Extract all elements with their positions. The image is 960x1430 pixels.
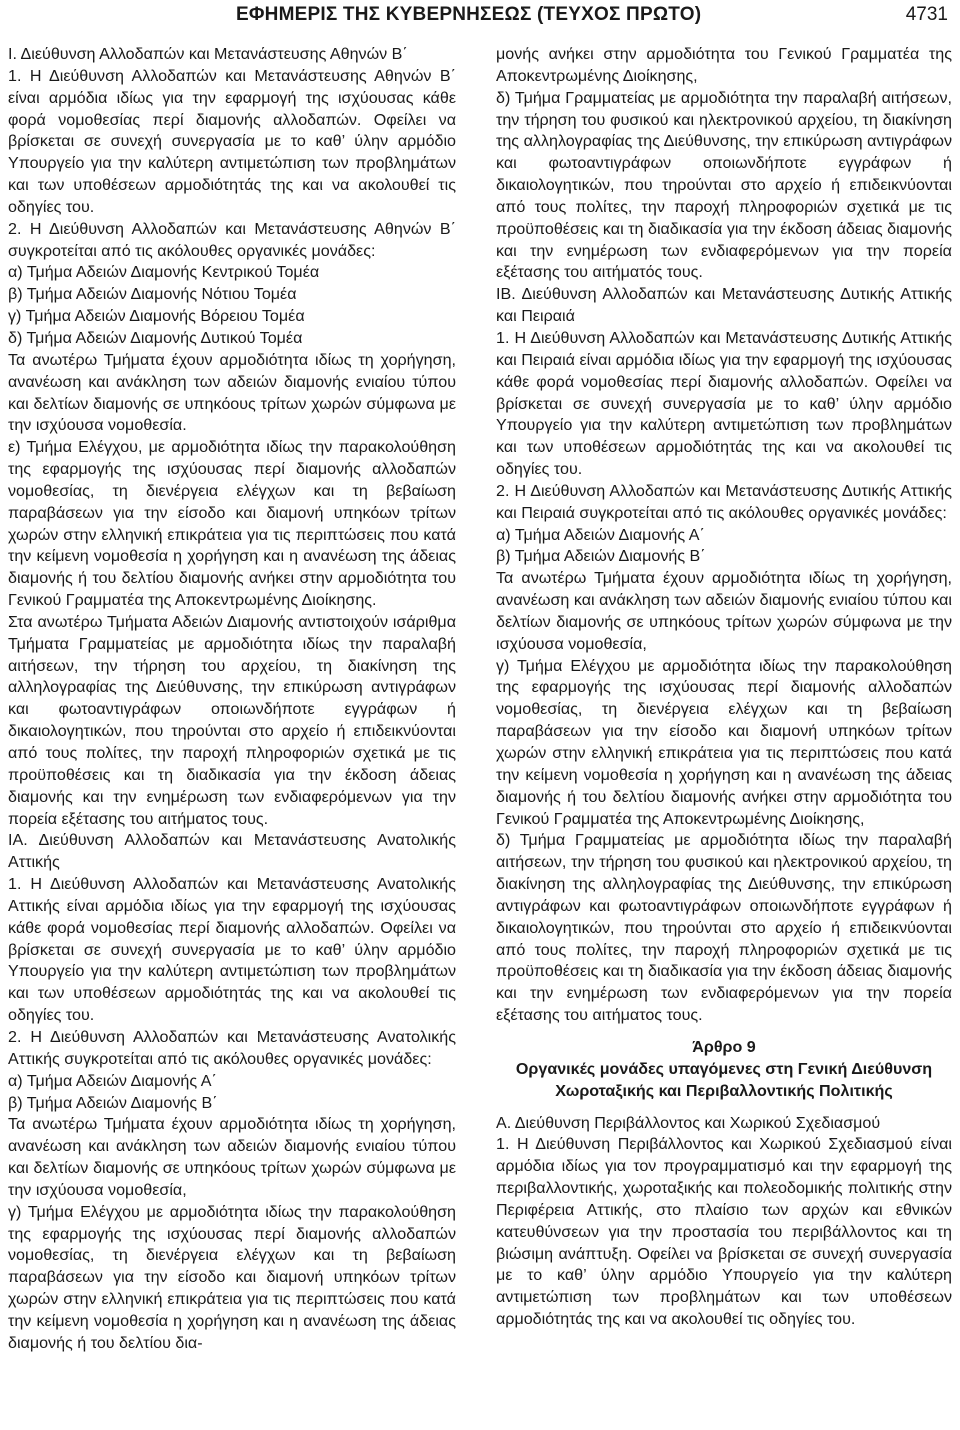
paragraph: 1. Η Διεύθυνση Αλλοδαπών και Μετανάστευσης Αθηνών Β΄ είναι αρμόδια ιδίως για την εφαρμογή της ισχύουσας κάθε φορά νομοθεσίας περί διαμονής αλλοδαπών. Οφείλει να βρίσκεται σε συνεχή συνεργασία με το καθ’ ύλην αρμόδιο Υπουργείο για την καλύτερη αντιμετώπιση των προβλημάτων και των υποθέσεων αρμοδιότητάς της και να ακολουθεί τις οδηγίες του. [8,66,456,216]
paragraph: γ) Τμήμα Ελέγχου με αρμοδιότητα ιδίως την παρακολούθηση της εφαρμογής της ισχύουσας περί διαμονής αλλοδαπών νομοθεσίας, τη διενέργεια ελέγχων και τη βεβαίωση παραβάσεων για την είσοδο και διαμονή υπηκόων τρίτων χωρών στην ελληνική επικράτεια για τις περιπτώσεις που κατά την κείμενη νομοθεσία η χορήγηση και η ανανέωση της άδειας διαμονής ή του δελτίου διαμονής ανήκει στην αρμοδιότητα του Γενικού Γραμματέα της Αποκεντρωμένης Διοίκησης, [496,656,952,828]
paragraph: ε) Τμήμα Ελέγχου, με αρμοδιότητα ιδίως την παρακολούθηση της εφαρμογής της ισχύουσας περί διαμονής αλλοδαπών νομοθεσίας, τη διενέργεια ελέγχων και τη βεβαίωση παραβάσεων για την είσοδο και διαμονή υπηκόων τρίτων χωρών στην ελληνική επικράτεια για τις περιπτώσεις που κατά την κείμενη νομοθεσία η χορήγηση και η ανανέωση της άδειας διαμονής ή του δελτίου διαμονής ανήκει στην αρμοδιότητα του Γενικού Γραμματέα της Αποκεντρωμένης Διοίκησης. [8,438,456,610]
paragraph: 2. Η Διεύθυνση Αλλοδαπών και Μετανάστευσης Ανατολικής Αττικής συγκροτείται από τις ακόλουθες οργανικές μονάδες: [8,1027,456,1068]
list-item: β) Τμήμα Αδειών Διαμονής Νότιου Τομέα [8,285,297,304]
paragraph: Στα ανωτέρω Τμήματα Αδειών Διαμονής αντιστοιχούν ισάριθμα Τμήματα Γραμματείας με αρμοδιότητα ιδίως την παραλαβή αιτήσεων, την τήρηση του αρχείου, τη διακίνηση της αλληλογραφίας της Διεύθυνσης, την επικύρωση αντιγράφων και φωτοαντιγράφων οποιωνδήποτε εγγράφων ή δικαιολογητικών, που τηρούνται στο αρχείο ή επιδεικνύονται από τους πολίτες, την παροχή πληροφοριών σχετικά με τις προϋποθέσεις και τη διαδικασία για την έκδοση άδειας διαμονής και την ενημέρωση των ενδιαφερόμενων για την πορεία εξέτασης του αιτήματος τους. [8,612,456,828]
paragraph: δ) Τμήμα Γραμματείας με αρμοδιότητα την παραλαβή αιτήσεων, την τήρηση του φυσικού και ηλεκτρονικού αρχείου, τη διακίνηση της αλληλογραφίας της Διεύθυνσης, την επικύρωση αντιγράφων και φωτοαντιγράφων οποιωνδήποτε εγγράφων ή δικαιολογητικών, που τηρούνται στο αρχείο ή επιδεικνύονται από τους πολίτες, την παροχή πληροφοριών σχετικά με τις προϋποθέσεις και τη διαδικασία για την έκδοση άδειας διαμονής και την ενημέρωση των ενδιαφερόμενων για την πορεία εξέτασης του αιτήματός τους. [496,88,952,282]
section-heading: Α. Διεύθυνση Περιβάλλοντος και Χωρικού Σχεδιασμού [496,1113,881,1132]
paragraph: γ) Τμήμα Ελέγχου με αρμοδιότητα ιδίως την παρακολούθηση της εφαρμογής της ισχύουσας περί διαμονής αλλοδαπών νομοθεσίας, τη διενέργεια ελέγχων και τη βεβαίωση παραβάσεων για την είσοδο και διαμονή υπηκόων τρίτων χωρών στην ελληνική επικράτεια για τις περιπτώσεις που κατά την κείμενη νομοθεσία η χορήγηση και η ανανέωση της άδειας διαμονής ή του δελτίου δια- [8,1202,456,1352]
paragraph: Τα ανωτέρω Τμήματα έχουν αρμοδιότητα ιδίως τη χορήγηση, ανανέωση και ανάκληση των αδειών διαμονής ενιαίου τύπου και δελτίων διαμονής σε υπηκόους τρίτων χωρών σύμφωνα με την ισχύουσα νομοθεσία, [8,1115,456,1199]
list-item: α) Τμήμα Αδειών Διαμονής Κεντρικού Τομέα [8,263,320,282]
paragraph: 2. Η Διεύθυνση Αλλοδαπών και Μετανάστευσης Αθηνών Β΄ συγκροτείται από τις ακόλουθες οργανικές μονάδες: [8,219,456,260]
paragraph: 1. Η Διεύθυνση Αλλοδαπών και Μετανάστευσης Ανατολικής Αττικής είναι αρμόδια ιδίως για την εφαρμογή της ισχύουσας κάθε φορά νομοθεσίας περί διαμονής αλλοδαπών. Οφείλει να βρίσκεται σε συνεχή συνεργασία με το καθ’ ύλην αρμόδιο Υπουργείο για την καλύτερη αντιμετώπιση των προβλημάτων και των υποθέσεων αρμοδιότητάς της και να ακολουθεί τις οδηγίες του. [8,875,456,1025]
list-item: β) Τμήμα Αδειών Διαμονής Β΄ [496,547,706,566]
paragraph: 1. Η Διεύθυνση Αλλοδαπών και Μετανάστευσης Δυτικής Αττικής και Πειραιά είναι αρμόδια ιδίως για την εφαρμογή της ισχύουσας κάθε φορά νομοθεσίας περί διαμονής αλλοδαπών. Οφείλει να βρίσκεται σε συνεχή συνεργασία με το καθ’ ύλην αρμόδιο Υπουργείο για την καλύτερη αντιμετώπιση των προβλημάτων και των υποθέσεων αρμοδιότητάς της και να ακολουθεί τις οδηγίες του. [496,328,952,479]
section-heading: ΙΒ. Διεύθυνση Αλλοδαπών και Μετανάστευσης Δυτικής Αττικής και Πειραιά [496,285,952,326]
list-item: α) Τμήμα Αδειών Διαμονής Α΄ [496,525,705,544]
paragraph: δ) Τμήμα Γραμματείας με αρμοδιότητα ιδίως την παραλαβή αιτήσεων, την τήρηση του φυσικού και ηλεκτρονικού αρχείου, τη διακίνηση της αλληλογραφίας της Διεύθυνσης, την επικύρωση αντιγράφων και φωτοαντιγράφων οποιωνδήποτε εγγράφων ή δικαιολογητικών, που τηρούνται στο αρχείο ή επιδεικνύονται από τους πολίτες, την παροχή πληροφοριών σχετικά με τις προϋποθέσεις και τη διαδικασία για την έκδοση άδειας διαμονής και την ενημέρωση των ενδιαφερόμενων για την πορεία εξέτασης του αιτήματος τους. [496,831,952,1025]
gazette-title: ΕΦΗΜΕΡΙΣ ΤΗΣ ΚΥΒΕΡΝΗΣΕΩΣ (ΤΕΥΧΟΣ ΠΡΩΤΟ) [236,4,702,25]
paragraph: μονής ανήκει στην αρμοδιότητα του Γενικού Γραμματέα της Αποκεντρωμένης Διοίκησης, [496,45,952,85]
page-header [0,0,960,36]
paragraph: 2. Η Διεύθυνση Αλλοδαπών και Μετανάστευσης Δυτικής Αττικής και Πειραιά συγκροτείται από τις ακόλουθες οργανικές μονάδες: [496,481,952,522]
list-item: γ) Τμήμα Αδειών Διαμονής Βόρειου Τομέα [8,307,305,326]
list-item: β) Τμήμα Αδειών Διαμονής Β΄ [8,1093,218,1112]
paragraph: Τα ανωτέρω Τμήματα έχουν αρμοδιότητα ιδίως τη χορήγηση, ανανέωση και ανάκληση των αδειών διαμονής ενιαίου τύπου και δελτίων διαμονής σε υπηκόους τρίτων χωρών σύμφωνα με την ισχύουσα νομοθεσία, [496,569,952,653]
page-number: 4731 [905,4,948,25]
paragraph: Τα ανωτέρω Τμήματα έχουν αρμοδιότητα ιδίως τη χορήγηση, ανανέωση και ανάκληση των αδειών διαμονής ενιαίου τύπου και δελτίων διαμονής σε υπηκόους τρίτων χωρών σύμφωνα με την ισχύουσα νομοθεσία. [8,350,456,435]
article-title: Οργανικές μονάδες υπαγόμενες στη Γενική Διεύθυνση Χωροταξικής και Περιβαλλοντικής Πολιτικής [515,1059,933,1100]
section-heading: Ι. Διεύθυνση Αλλοδαπών και Μετανάστευσης Αθηνών Β΄ [8,45,408,63]
list-item: α) Τμήμα Αδειών Διαμονής Α΄ [8,1071,217,1090]
right-column [496,44,952,1331]
article-number: Άρθρο 9 [692,1037,756,1056]
paragraph: 1. Η Διεύθυνση Περιβάλλοντος και Χωρικού Σχεδιασμού είναι αρμόδια ιδίως για τον προγραμματισμό και την εφαρμογή της περιβαλλοντικής, χωροταξικής και πολεοδομικής πολιτικής στην Περιφέρεια Αττικής, στο πλαίσιο των αρχών και εθνικών κατευθύνσεων για την προστασία του περιβάλλοντος και τη βιώσιμη ανάπτυξη. Οφείλει να βρίσκεται σε συνεχή συνεργασία με το καθ’ ύλην αρμόδιο Υπουργείο για την καλύτερη αντιμετώπιση των προβλημάτων και των υποθέσεων αρμοδιότητάς της και να ακολουθεί τις οδηγίες του. [496,1135,952,1329]
list-item: δ) Τμήμα Αδειών Διαμονής Δυτικού Τομέα [8,328,303,347]
left-column [8,44,456,1355]
section-heading: ΙΑ. Διεύθυνση Αλλοδαπών και Μετανάστευσης Ανατολικής Αττικής [8,831,456,872]
